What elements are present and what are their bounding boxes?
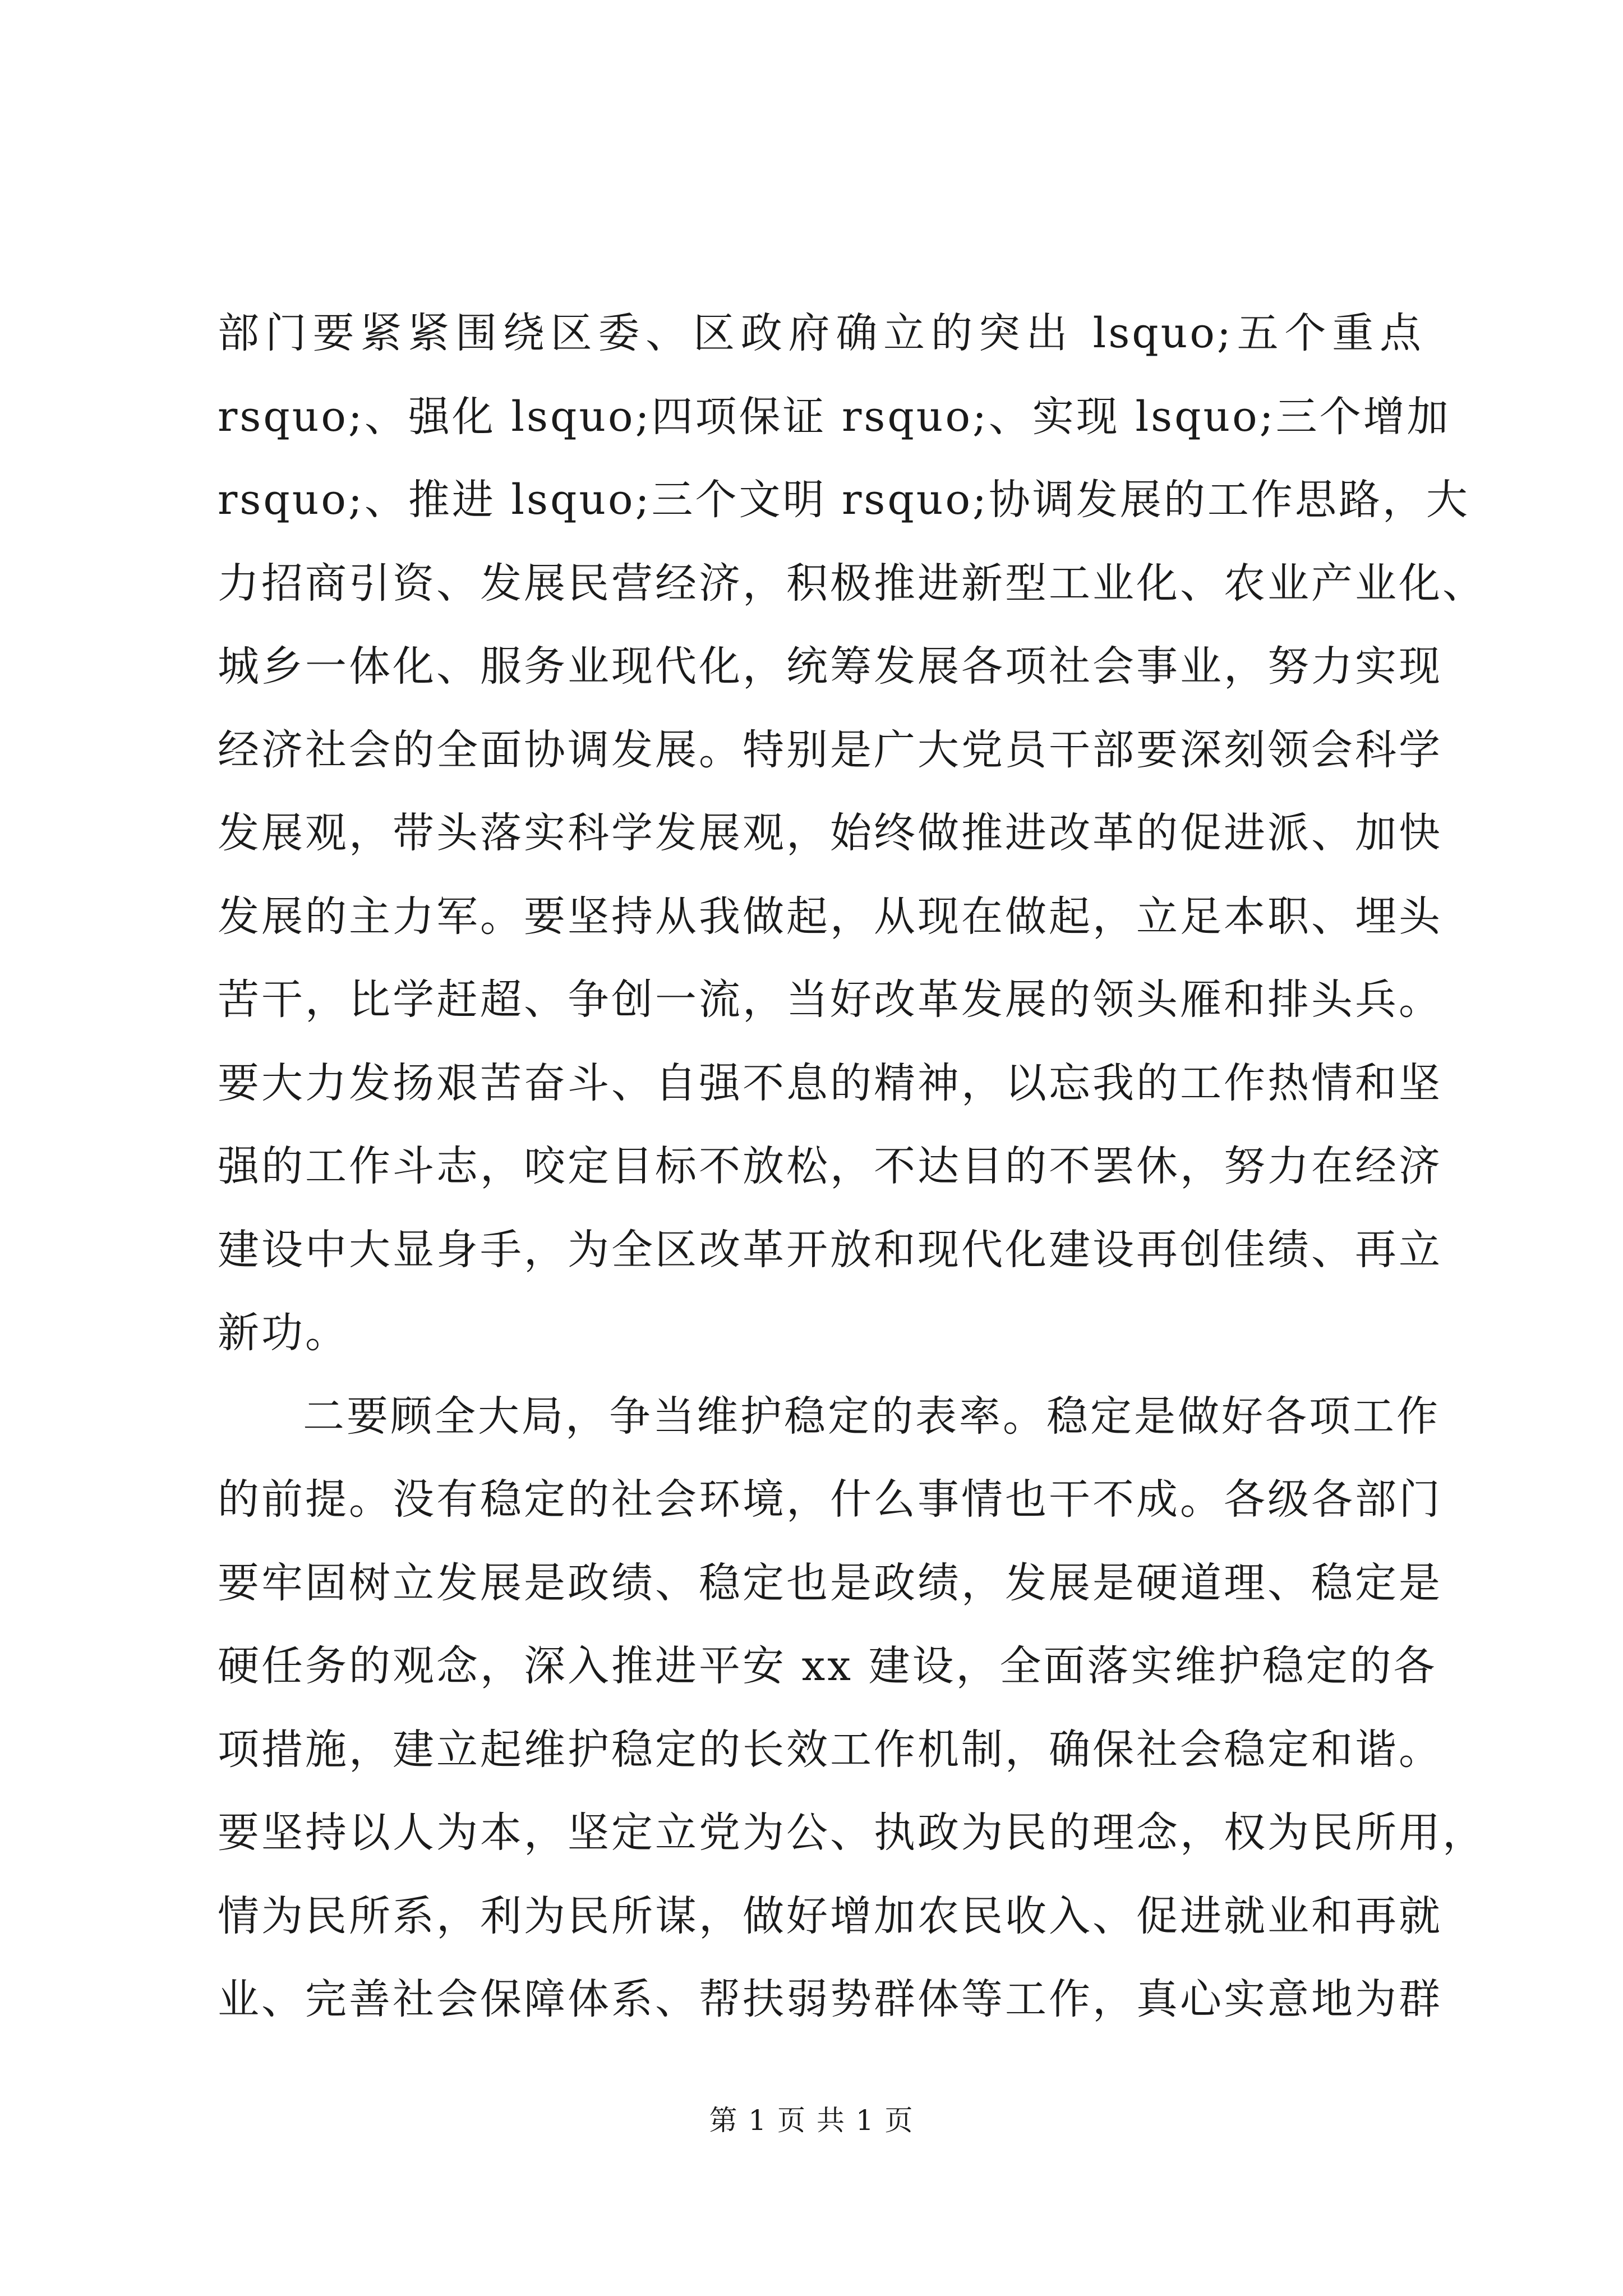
page-number-label: 第 1 页 共 1 页 xyxy=(709,2104,914,2137)
text-line-paragraph-start: 二要顾全大局，争当维护稳定的表率。稳定是做好各项工作 xyxy=(303,1392,1440,1441)
text-line: 要坚持以人为本，坚定立党为公、执政为民的理念，权为民所用， xyxy=(218,1809,1486,1857)
body-text xyxy=(218,292,1486,2041)
text-line: 硬任务的观念，深入推进平安 xx 建设，全面落实维护稳定的各 xyxy=(218,1642,1437,1690)
text-line: 建设中大显身手，为全区改革开放和现代化建设再创佳绩、再立 xyxy=(218,1225,1442,1274)
text-line-paragraph-end: 新功。 xyxy=(218,1309,349,1357)
text-line: 要大力发扬艰苦奋斗、自强不息的精神，以忘我的工作热情和坚 xyxy=(218,1059,1442,1107)
text-line: 项措施，建立起维护稳定的长效工作机制，确保社会稳定和谐。 xyxy=(218,1725,1442,1774)
text-line: 城乡一体化、服务业现代化，统筹发展各项社会事业，努力实现 xyxy=(218,642,1442,691)
text-line: 的前提。没有稳定的社会环境，什么事情也干不成。各级各部门 xyxy=(218,1475,1442,1524)
text-line: 部门要紧紧围绕区委、区政府确立的突出 lsquo;五个重点 xyxy=(218,309,1423,357)
text-line: 苦干，比学赶超、争创一流，当好改革发展的领头雁和排头兵。 xyxy=(218,976,1442,1024)
text-line: 强的工作斗志，咬定目标不放松，不达目的不罢休，努力在经济 xyxy=(218,1142,1442,1190)
text-line: 发展的主力军。要坚持从我做起，从现在做起，立足本职、埋头 xyxy=(218,892,1442,941)
text-line: 力招商引资、发展民营经济，积极推进新型工业化、农业产业化、 xyxy=(218,559,1486,608)
text-line: rsquo;、推进 lsquo;三个文明 rsquo;协调发展的工作思路，大 xyxy=(218,476,1470,524)
text-line: rsquo;、强化 lsquo;四项保证 rsquo;、实现 lsquo;三个增加 xyxy=(218,392,1451,441)
text-line: 经济社会的全面协调发展。特别是广大党员干部要深刻领会科学 xyxy=(218,725,1442,774)
text-line: 情为民所系，利为民所谋，做好增加农民收入、促进就业和再就 xyxy=(218,1892,1442,1940)
text-line: 业、完善社会保障体系、帮扶弱势群体等工作，真心实意地为群 xyxy=(218,1975,1442,2023)
text-line: 要牢固树立发展是政绩、稳定也是政绩，发展是硬道理、稳定是 xyxy=(218,1558,1442,1607)
text-line: 发展观，带头落实科学发展观，始终做推进改革的促进派、加快 xyxy=(218,809,1442,857)
page-footer xyxy=(0,2101,1623,2140)
